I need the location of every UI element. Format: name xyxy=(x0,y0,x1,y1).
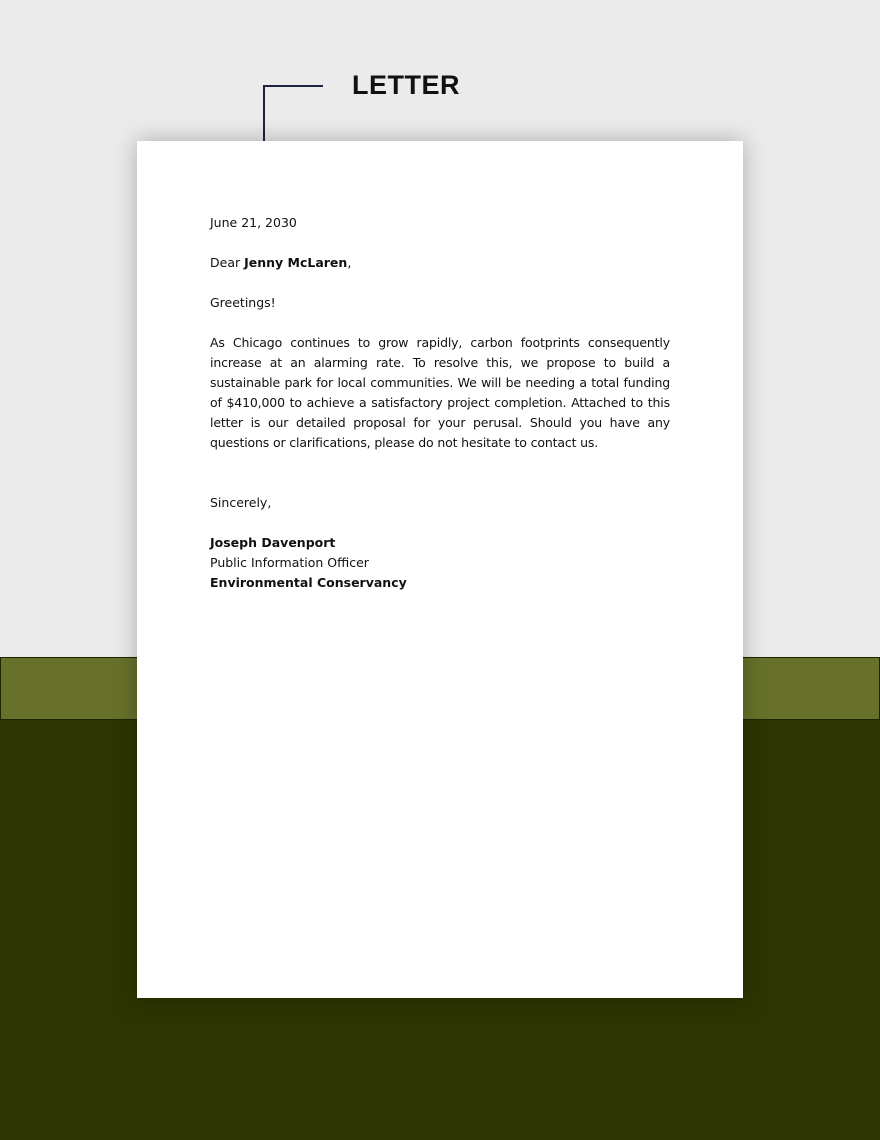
sender-name: Joseph Davenport xyxy=(210,535,336,550)
sender-organization: Environmental Conservancy xyxy=(210,575,407,590)
letter-page xyxy=(137,141,743,998)
letter-body: As Chicago continues to grow rapidly, carbon footprints consequently increase at an alarming rate. To resolve this, we propose to build a sustainable park for local communities. We will be needing a total funding of $410,000 to achieve a satisfactory project completion. Attached to this letter is our detailed proposal for your perusal. Should you have any questions or clarifications, please do not hesitate to contact us. xyxy=(210,335,670,450)
bracket-line-horizontal xyxy=(263,85,323,87)
recipient-name: Jenny McLaren xyxy=(244,255,348,270)
salutation-prefix: Dear xyxy=(210,255,245,270)
salutation-suffix: , xyxy=(347,255,352,270)
sender-title: Public Information Officer xyxy=(210,555,369,570)
letter-content xyxy=(210,213,670,593)
letter-date: June 21, 2030 xyxy=(210,215,297,230)
letter-salutation xyxy=(210,253,670,273)
letter-greeting: Greetings! xyxy=(210,295,276,310)
page-title: LETTER xyxy=(352,70,460,100)
letter-closing: Sincerely, xyxy=(210,495,272,510)
